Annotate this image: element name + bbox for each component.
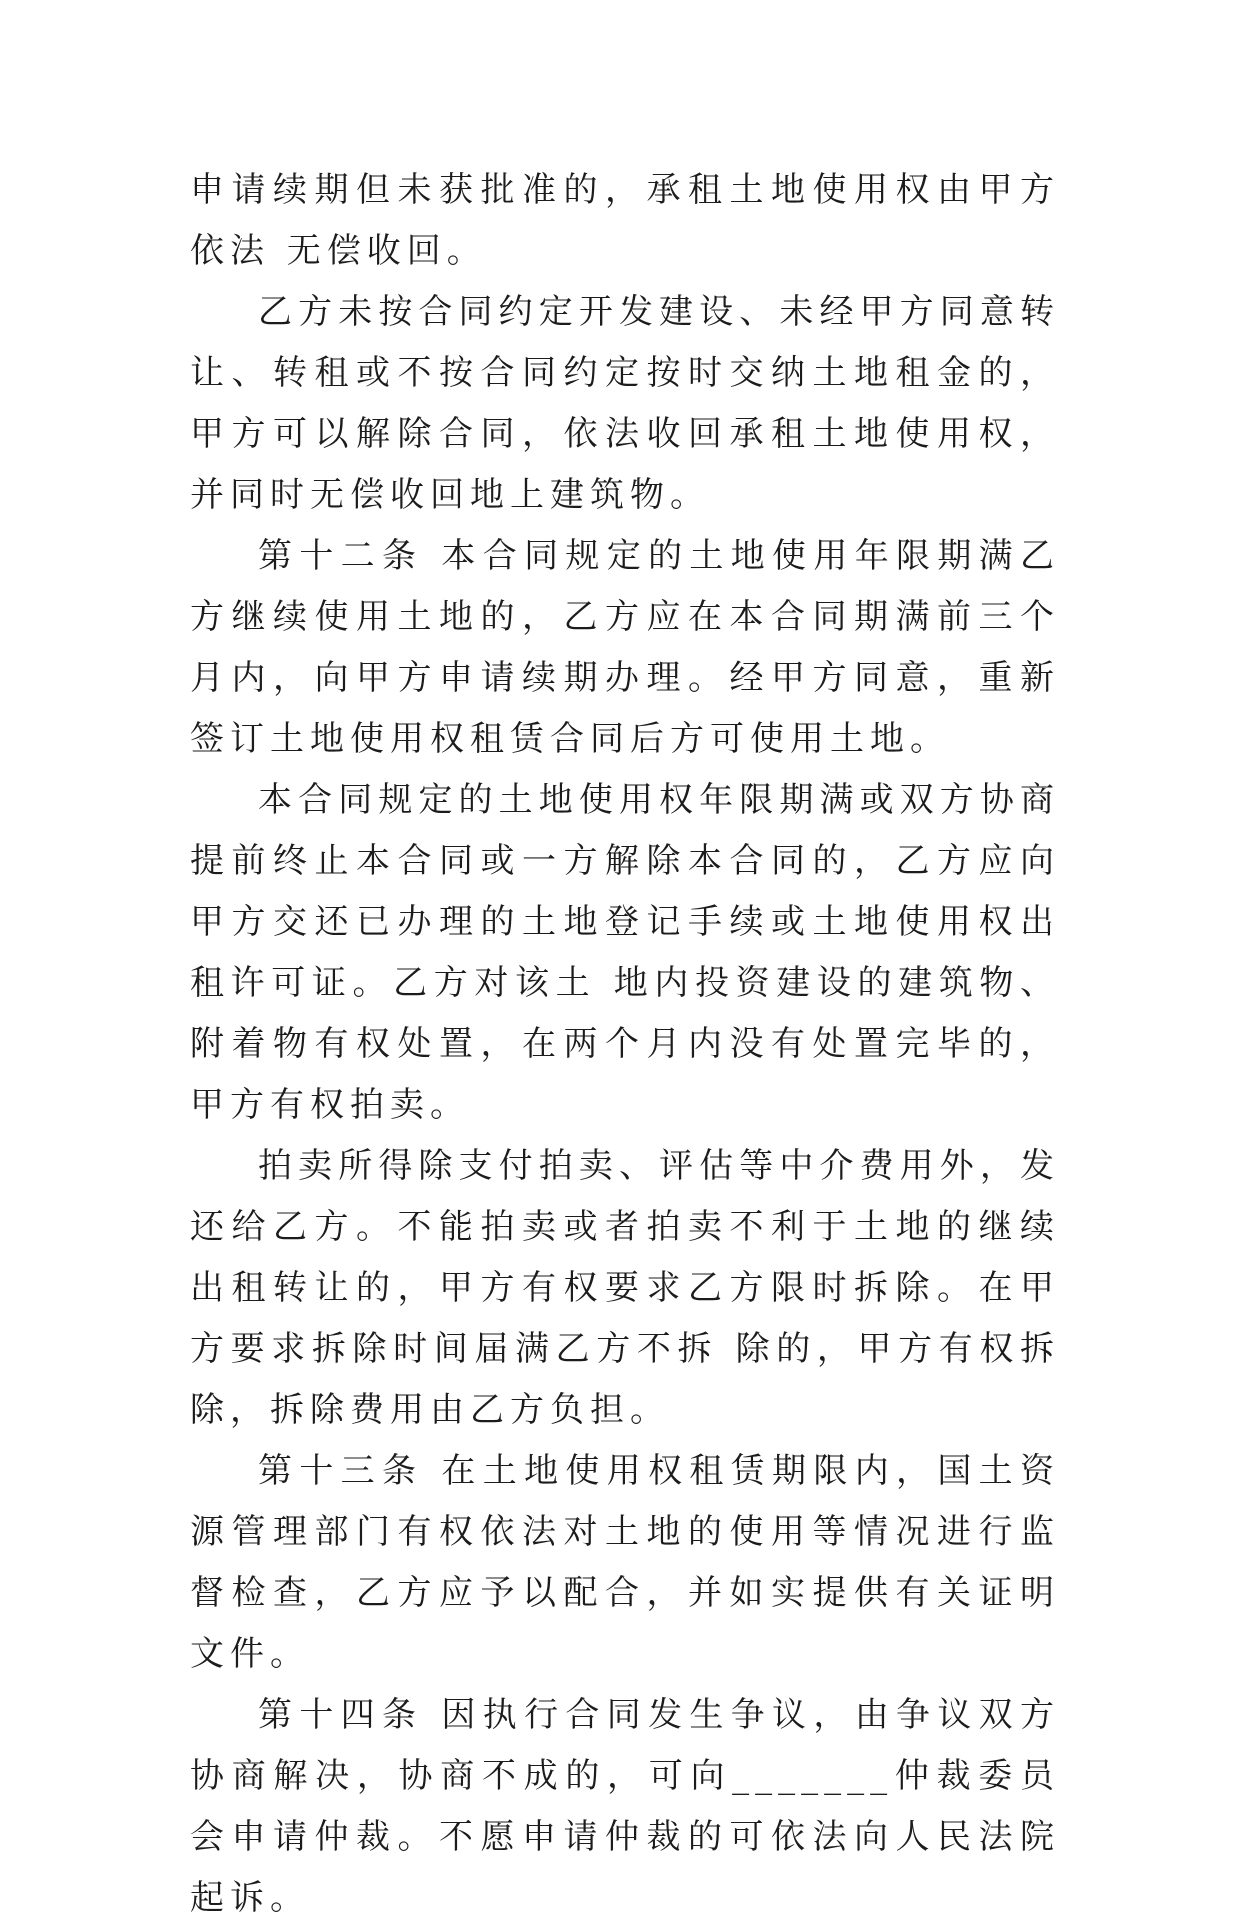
paragraph-breach-clause: 乙方未按合同约定开发建设、未经甲方同意转让、转租或不按合同约定按时交纳土地租金的，甲方可以解除合同，依法收回承租土地使用权，并同时无偿收回地上建筑物。 xyxy=(190,292,1060,515)
paragraph-auction-proceeds: 拍卖所得除支付拍卖、评估等中介费用外，发还给乙方。不能拍卖或者拍卖不利于土地的继续出租转让的，甲方有权要求乙方限时拆除。在甲方要求拆除时间届满乙方不拆 除的，甲方有权拆除，拆除费用由乙方负担。 xyxy=(190,1146,1060,1430)
paragraph-article-12: 第十二条 本合同规定的土地使用年限期满乙方继续使用土地的，乙方应在本合同期满前三个月内，向甲方申请续期办理。经甲方同意，重新签订土地使用权租赁合同后方可使用土地。 xyxy=(190,536,1060,759)
paragraph-continuation: 申请续期但未获批准的，承租土地使用权由甲方依法 无偿收回。 xyxy=(190,170,1060,271)
paragraph-expiry-termination: 本合同规定的土地使用权年限期满或双方协商提前终止本合同或一方解除本合同的，乙方应向甲方交还已办理的土地登记手续或土地使用权出租许可证。乙方对该土 地内投资建设的建筑物、附着物有权处置，在两个月内没有处置完毕的，甲方有权拍卖。 xyxy=(190,780,1060,1125)
paragraph-article-14: 第十四条 因执行合同发生争议，由争议双方协商解决，协商不成的，可向_______仲裁委员会申请仲裁。不愿申请仲裁的可依法向人民法院起诉。 xyxy=(190,1695,1060,1918)
paragraph-article-13: 第十三条 在土地使用权租赁期限内，国土资源管理部门有权依法对土地的使用等情况进行监督检查，乙方应予以配合，并如实提供有关证明文件。 xyxy=(190,1451,1060,1674)
document-body xyxy=(190,160,1060,1929)
